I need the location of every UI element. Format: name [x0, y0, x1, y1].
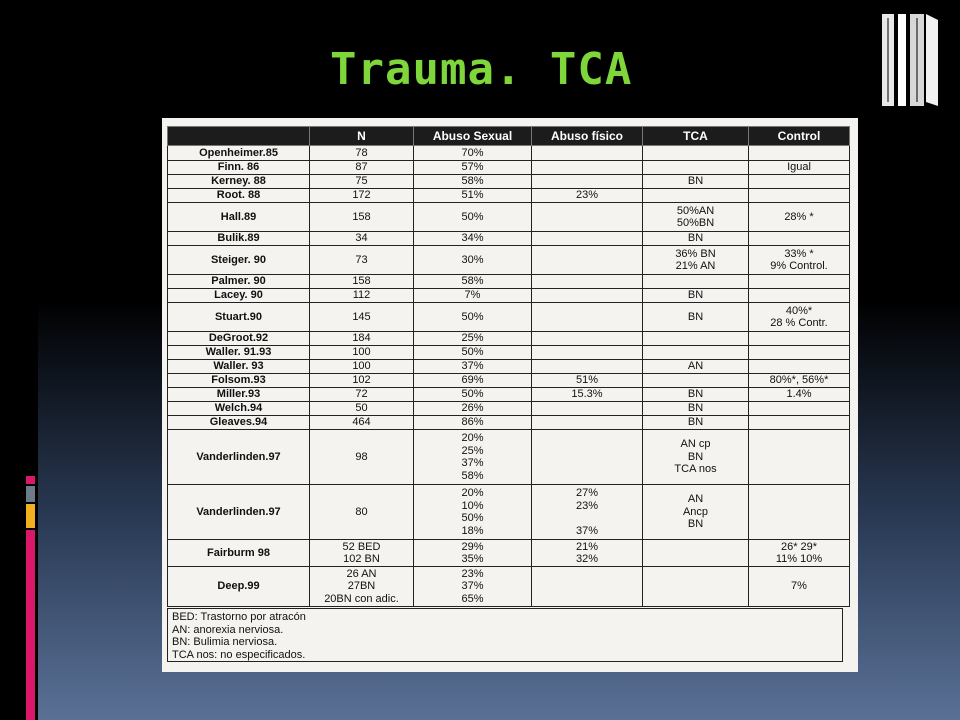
accent-bar-gray	[26, 486, 35, 502]
cell-line: 18%	[461, 524, 484, 537]
cell-line	[534, 512, 640, 525]
cell-control	[749, 303, 850, 332]
cell-tca	[643, 567, 749, 607]
cell-line	[645, 275, 746, 288]
cell-line	[645, 547, 746, 560]
table-row	[168, 540, 850, 567]
cell-control	[749, 246, 850, 275]
cell-line: 21% AN	[675, 260, 716, 272]
cell-tca	[643, 189, 749, 203]
cell-n	[310, 374, 414, 388]
cell-line	[645, 580, 746, 593]
cell-line	[751, 346, 847, 359]
cell-line	[751, 275, 847, 288]
cell-line: BN	[687, 402, 704, 415]
cell-line	[751, 416, 847, 429]
cell-tca	[643, 540, 749, 567]
cell-line: 51%	[575, 374, 599, 387]
cell-control	[749, 275, 850, 289]
cell-study: DeGroot.92	[168, 332, 310, 346]
cell-line: 26%	[461, 402, 484, 415]
table-row	[168, 275, 850, 289]
cell-abuso-sexual	[414, 346, 532, 360]
cell-line: 58%	[461, 175, 484, 188]
table-legend	[167, 608, 843, 662]
cell-line: 158	[352, 275, 371, 288]
cell-n	[310, 303, 414, 332]
cell-line	[534, 580, 640, 593]
cell-tca	[643, 303, 749, 332]
cell-study: Kerney. 88	[168, 175, 310, 189]
cell-line: 27%	[575, 487, 599, 499]
cell-line: 29%	[461, 540, 484, 553]
cell-study: Gleaves.94	[168, 416, 310, 430]
cell-abuso-fisico	[532, 346, 643, 360]
cell-line: 1.4%	[786, 388, 812, 401]
cell-study: Deep.99	[168, 567, 310, 607]
table-row	[168, 232, 850, 246]
cell-line	[534, 402, 640, 415]
cell-line: AN cp	[680, 438, 711, 451]
cell-n	[310, 430, 414, 485]
cell-line: 100	[352, 360, 371, 373]
table-row	[168, 246, 850, 275]
cell-line: 50	[355, 402, 368, 415]
cell-line: BN	[687, 450, 704, 463]
cell-line	[534, 211, 640, 224]
cell-n	[310, 416, 414, 430]
cell-line: 10%	[461, 499, 484, 512]
cell-n	[310, 232, 414, 246]
cell-line	[534, 147, 640, 160]
accent-bar-yellow	[26, 504, 35, 528]
cell-line	[645, 346, 746, 359]
cell-n	[310, 388, 414, 402]
cell-line: 30%	[461, 253, 484, 266]
cell-line: 15.3%	[571, 388, 603, 401]
header-control: Control	[749, 127, 850, 146]
cell-line	[645, 147, 746, 160]
cell-abuso-fisico	[532, 416, 643, 430]
cell-abuso-sexual	[414, 402, 532, 416]
cell-study: Miller.93	[168, 388, 310, 402]
cell-line: 75	[355, 175, 368, 188]
cell-line: 25%	[461, 332, 484, 345]
cell-line	[534, 311, 640, 324]
cell-study: Stuart.90	[168, 303, 310, 332]
cell-n	[310, 146, 414, 161]
cell-line: BN	[687, 310, 704, 323]
cell-abuso-sexual	[414, 146, 532, 161]
table-row	[168, 303, 850, 332]
cell-line: 9% Control.	[770, 260, 828, 272]
cell-study: Vanderlinden.97	[168, 430, 310, 485]
cell-abuso-fisico	[532, 175, 643, 189]
header-n: N	[310, 127, 414, 146]
cell-line: 25%	[461, 444, 484, 457]
cell-line: 58%	[461, 275, 484, 288]
header-abuso-fisico: Abuso físico	[532, 127, 643, 146]
cell-control	[749, 189, 850, 203]
cell-abuso-fisico	[532, 246, 643, 275]
table-row	[168, 203, 850, 232]
cell-line: 33% *	[784, 247, 814, 260]
cell-line: 100	[352, 346, 371, 359]
table-row	[168, 360, 850, 374]
cell-line: AN	[687, 493, 704, 506]
cell-line: 51%	[461, 189, 484, 202]
cell-line	[751, 402, 847, 415]
cell-line: 73	[355, 253, 368, 266]
table-row	[168, 567, 850, 607]
cell-tca	[643, 374, 749, 388]
cell-line: 50%BN	[676, 217, 715, 229]
cell-line: 23%	[575, 499, 599, 512]
cell-line: 28% *	[784, 210, 814, 223]
table-row	[168, 374, 850, 388]
cell-line: 184	[352, 332, 371, 345]
table-row	[168, 289, 850, 303]
cell-n	[310, 161, 414, 175]
cell-line: 58%	[461, 469, 484, 482]
cell-line	[534, 416, 640, 429]
cell-line: AN	[687, 360, 704, 373]
table-header-row	[168, 127, 850, 146]
cell-line: 80	[355, 505, 368, 518]
cell-line	[751, 232, 847, 245]
cell-line: 34	[355, 232, 368, 245]
cell-line: 50%AN	[676, 204, 715, 217]
cell-line: 26 AN	[346, 567, 377, 580]
cell-line: 70%	[461, 146, 484, 159]
cell-line	[751, 332, 847, 345]
cell-line: 37%	[461, 457, 484, 469]
legend-line: BED: Trastorno por atracón	[172, 611, 306, 623]
table-row	[168, 332, 850, 346]
cell-abuso-fisico	[532, 146, 643, 161]
table-row	[168, 416, 850, 430]
cell-line: BN	[687, 175, 704, 188]
cell-abuso-sexual	[414, 289, 532, 303]
cell-n	[310, 540, 414, 567]
cell-line: 50%	[461, 310, 484, 323]
cell-tca	[643, 203, 749, 232]
cell-abuso-fisico	[532, 388, 643, 402]
cell-n	[310, 567, 414, 607]
cell-tca	[643, 175, 749, 189]
cell-line	[534, 289, 640, 302]
cell-line: 27BN	[347, 580, 376, 593]
accent-bar-pink-long	[26, 530, 35, 720]
cell-abuso-sexual	[414, 161, 532, 175]
cell-line: 7%	[464, 289, 481, 302]
cell-n	[310, 203, 414, 232]
cell-control	[749, 146, 850, 161]
cell-tca	[643, 416, 749, 430]
cell-line: 37%	[461, 360, 484, 373]
cell-line	[534, 161, 640, 174]
cell-line: 23%	[461, 567, 484, 580]
cell-line: BN	[687, 232, 704, 245]
cell-abuso-fisico	[532, 161, 643, 175]
cell-control	[749, 203, 850, 232]
cell-line: BN	[687, 388, 704, 401]
cell-abuso-fisico	[532, 402, 643, 416]
cell-n	[310, 485, 414, 540]
cell-line: 72	[355, 388, 368, 401]
cell-line: 23%	[575, 189, 599, 202]
cell-abuso-fisico	[532, 430, 643, 485]
cell-line: 98	[355, 450, 368, 463]
cell-line: 52 BED	[342, 540, 381, 553]
cell-n	[310, 175, 414, 189]
cell-abuso-sexual	[414, 175, 532, 189]
cell-abuso-fisico	[532, 374, 643, 388]
cell-line: 35%	[461, 553, 484, 565]
cell-line: 80%*, 56%*	[769, 374, 829, 387]
cell-control	[749, 161, 850, 175]
cell-line: 69%	[461, 374, 484, 387]
cell-abuso-sexual	[414, 430, 532, 485]
cell-control	[749, 360, 850, 374]
cell-n	[310, 246, 414, 275]
cell-abuso-sexual	[414, 360, 532, 374]
legend-line: TCA nos: no especificados.	[172, 648, 306, 661]
cell-n	[310, 189, 414, 203]
cell-line: 112	[352, 289, 371, 302]
cell-abuso-sexual	[414, 416, 532, 430]
cell-line	[645, 189, 746, 202]
cell-line	[534, 232, 640, 245]
cell-study: Folsom.93	[168, 374, 310, 388]
cell-abuso-fisico	[532, 540, 643, 567]
cell-line: 145	[352, 310, 371, 323]
cell-abuso-fisico	[532, 485, 643, 540]
cell-line: 464	[352, 416, 371, 429]
cell-line: BN	[687, 289, 704, 302]
cell-line: 32%	[575, 553, 599, 565]
cell-line: BN	[687, 518, 704, 531]
cell-control	[749, 540, 850, 567]
table-row	[168, 388, 850, 402]
cell-line	[751, 175, 847, 188]
table-row	[168, 189, 850, 203]
cell-line	[534, 332, 640, 345]
cell-n	[310, 332, 414, 346]
cell-line: 37%	[575, 524, 599, 537]
header-abuso-sexual: Abuso Sexual	[414, 127, 532, 146]
cell-study: Hall.89	[168, 203, 310, 232]
cell-abuso-sexual	[414, 275, 532, 289]
cell-line	[751, 189, 847, 202]
cell-abuso-sexual	[414, 374, 532, 388]
cell-control	[749, 567, 850, 607]
cell-line: 65%	[461, 592, 484, 605]
cell-line	[751, 289, 847, 302]
cell-control	[749, 430, 850, 485]
cell-line: 86%	[461, 416, 484, 429]
cell-line: 57%	[461, 161, 484, 174]
cell-abuso-sexual	[414, 388, 532, 402]
cell-line	[645, 332, 746, 345]
cell-line: 28 % Contr.	[770, 317, 828, 329]
cell-study: Fairburm 98	[168, 540, 310, 567]
cell-abuso-fisico	[532, 332, 643, 346]
cell-line: 26* 29*	[780, 540, 818, 553]
books-icon	[880, 14, 940, 106]
table-row	[168, 346, 850, 360]
cell-line	[751, 360, 847, 373]
cell-study: Root. 88	[168, 189, 310, 203]
cell-abuso-sexual	[414, 303, 532, 332]
cell-abuso-sexual	[414, 540, 532, 567]
cell-line	[645, 161, 746, 174]
table-row	[168, 430, 850, 485]
cell-abuso-fisico	[532, 203, 643, 232]
cell-line: 36% BN	[675, 247, 716, 260]
cell-study: Waller. 93	[168, 360, 310, 374]
cell-line	[751, 451, 847, 464]
table-row	[168, 175, 850, 189]
cell-abuso-fisico	[532, 567, 643, 607]
cell-abuso-fisico	[532, 189, 643, 203]
cell-abuso-sexual	[414, 246, 532, 275]
cell-abuso-fisico	[532, 303, 643, 332]
cell-tca	[643, 275, 749, 289]
cell-tca	[643, 289, 749, 303]
cell-study: Welch.94	[168, 402, 310, 416]
cell-control	[749, 388, 850, 402]
cell-line: 50%	[461, 346, 484, 359]
cell-abuso-sexual	[414, 189, 532, 203]
cell-control	[749, 232, 850, 246]
cell-n	[310, 289, 414, 303]
cell-control	[749, 402, 850, 416]
cell-abuso-sexual	[414, 203, 532, 232]
cell-n	[310, 346, 414, 360]
cell-line	[534, 346, 640, 359]
accent-bar-pink	[26, 476, 35, 484]
cell-line	[645, 374, 746, 387]
cell-study: Bulik.89	[168, 232, 310, 246]
cell-abuso-sexual	[414, 232, 532, 246]
cell-abuso-sexual	[414, 332, 532, 346]
table-row	[168, 161, 850, 175]
cell-line: BN	[687, 416, 704, 429]
cell-line: 78	[355, 146, 368, 159]
cell-line: Igual	[787, 161, 811, 174]
cell-abuso-sexual	[414, 485, 532, 540]
table-row	[168, 402, 850, 416]
cell-tca	[643, 360, 749, 374]
cell-abuso-fisico	[532, 289, 643, 303]
cell-n	[310, 275, 414, 289]
cell-abuso-fisico	[532, 232, 643, 246]
cell-line: 34%	[461, 232, 484, 245]
cell-line: 20%	[461, 432, 484, 444]
cell-line: 102 BN	[343, 553, 380, 565]
cell-line: 87	[355, 161, 368, 174]
cell-study: Palmer. 90	[168, 275, 310, 289]
cell-line: 50%	[461, 512, 484, 524]
cell-control	[749, 346, 850, 360]
cell-abuso-fisico	[532, 360, 643, 374]
cell-tca	[643, 402, 749, 416]
cell-line: 158	[352, 210, 371, 223]
cell-tca	[643, 332, 749, 346]
cell-line: Ancp	[682, 505, 709, 518]
cell-n	[310, 360, 414, 374]
cell-line	[534, 254, 640, 267]
cell-line: 20%	[461, 487, 484, 499]
cell-line: 20BN con adic.	[324, 592, 399, 605]
cell-study: Lacey. 90	[168, 289, 310, 303]
cell-line: 40%*	[785, 304, 813, 317]
cell-line	[751, 506, 847, 519]
cell-line	[534, 175, 640, 188]
cell-control	[749, 175, 850, 189]
cell-tca	[643, 388, 749, 402]
cell-line	[751, 147, 847, 160]
cell-line: 11% 10%	[775, 553, 823, 565]
cell-study: Finn. 86	[168, 161, 310, 175]
legend-line: BN: Bulimia nerviosa.	[172, 636, 278, 648]
trauma-tca-table	[167, 126, 850, 607]
cell-n	[310, 402, 414, 416]
cell-line: TCA nos	[674, 463, 717, 476]
slide-title: Trauma. TCA	[330, 44, 633, 95]
cell-control	[749, 332, 850, 346]
header-tca: TCA	[643, 127, 749, 146]
cell-control	[749, 374, 850, 388]
cell-line	[534, 451, 640, 464]
cell-line	[534, 275, 640, 288]
cell-tca	[643, 232, 749, 246]
cell-tca	[643, 246, 749, 275]
cell-tca	[643, 430, 749, 485]
cell-line: 172	[352, 189, 371, 202]
cell-control	[749, 289, 850, 303]
header-study	[168, 127, 310, 146]
cell-study: Steiger. 90	[168, 246, 310, 275]
cell-line: 37%	[461, 580, 484, 593]
cell-line: 102	[352, 374, 371, 387]
cell-tca	[643, 146, 749, 161]
cell-control	[749, 485, 850, 540]
legend-line: AN: anorexia nerviosa.	[172, 623, 284, 636]
cell-abuso-sexual	[414, 567, 532, 607]
cell-tca	[643, 161, 749, 175]
cell-abuso-fisico	[532, 275, 643, 289]
cell-tca	[643, 346, 749, 360]
cell-study: Vanderlinden.97	[168, 485, 310, 540]
cell-study: Waller. 91.93	[168, 346, 310, 360]
cell-line: 50%	[461, 210, 484, 223]
scanned-table-image	[162, 118, 858, 672]
cell-study: Openheimer.85	[168, 146, 310, 161]
cell-line: 21%	[575, 540, 599, 553]
cell-line: 7%	[791, 580, 807, 593]
cell-tca	[643, 485, 749, 540]
table-row	[168, 485, 850, 540]
cell-line: 50%	[461, 388, 484, 401]
cell-control	[749, 416, 850, 430]
table-row	[168, 146, 850, 161]
cell-line	[534, 360, 640, 373]
